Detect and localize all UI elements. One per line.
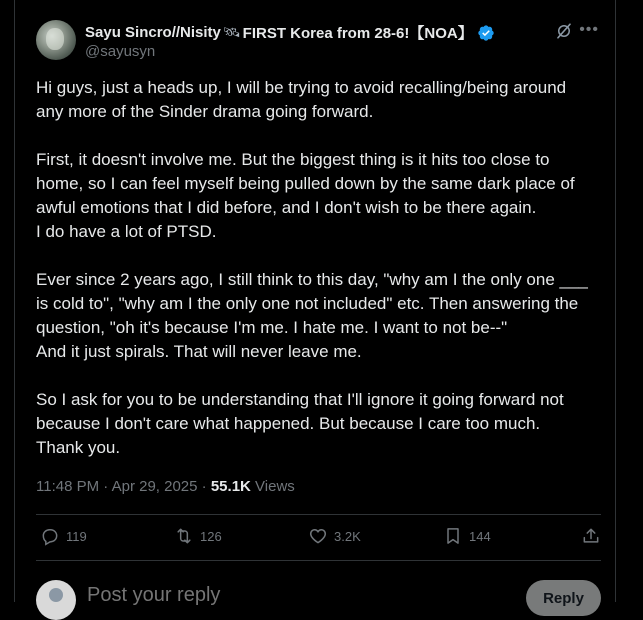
current-user-avatar[interactable] — [36, 580, 76, 620]
heart-icon — [308, 526, 328, 546]
post-meta — [36, 478, 295, 495]
reply-action[interactable] — [40, 526, 87, 546]
views-count: 55.1K — [210, 478, 251, 495]
action-bar — [36, 516, 601, 560]
author-avatar[interactable] — [36, 20, 76, 60]
post-paragraph: Hi guys, just a heads up, I will be trying to avoid recalling/being around any more of the Sinder drama going forward. — [36, 78, 567, 121]
post-timestamp[interactable]: 11:48 PM · Apr 29, 2025 — [36, 478, 198, 495]
author-display-name[interactable]: Sayu Sincro//Nisity — [85, 24, 221, 41]
share-icon — [581, 526, 601, 546]
post-paragraph: First, it doesn't involve me. But the biggest thing is it hits too close to home, so I can feel myself being pulled down by the same dark place of awful emotions that I did before, and I don't wish to be there again. I do have a lot of PTSD. — [36, 150, 575, 241]
like-count: 3.2K — [334, 528, 361, 544]
views-label: Views — [255, 478, 295, 495]
share-action[interactable] — [581, 526, 601, 546]
more-options-icon[interactable]: ••• — [579, 21, 599, 38]
repost-icon — [174, 526, 194, 546]
post-header — [36, 16, 615, 64]
post-paragraph: So I ask for you to be understanding that I'll ignore it going forward not because I don't care what happened. But because I care too much. Thank you. — [36, 390, 564, 457]
reply-composer — [36, 578, 601, 618]
author-name-line[interactable] — [85, 22, 495, 43]
reply-button[interactable]: Reply — [526, 580, 601, 616]
reply-count: 119 — [66, 528, 87, 544]
post-paragraph: Ever since 2 years ago, I still think to this day, "why am I the only one ___ is cold to", "why am I the only one not included" etc. Then answering the question, "oh it's because I'm me. I hate me. I want to not be--" And it just spirals. That will never leave me. — [36, 270, 588, 361]
bookmark-icon — [443, 526, 463, 546]
divider — [36, 514, 601, 515]
bookmark-count: 144 — [469, 528, 491, 544]
like-action[interactable] — [308, 526, 361, 546]
post-column — [14, 0, 616, 607]
repost-count: 126 — [200, 528, 222, 544]
author-handle[interactable]: @sayusyn — [85, 43, 156, 60]
verified-badge-icon — [477, 24, 495, 42]
bookmark-action[interactable] — [443, 526, 491, 546]
reply-icon — [40, 526, 60, 546]
satellite-emoji-icon: 🛰 — [222, 24, 241, 40]
divider — [36, 560, 601, 561]
grok-icon[interactable] — [555, 22, 573, 40]
repost-action[interactable] — [174, 526, 222, 546]
reply-input[interactable] — [87, 584, 487, 607]
post-text — [36, 76, 596, 460]
author-name-suffix[interactable]: FIRST Korea from 28-6!【NOA】 — [242, 25, 473, 42]
meta-separator: · — [197, 478, 211, 495]
